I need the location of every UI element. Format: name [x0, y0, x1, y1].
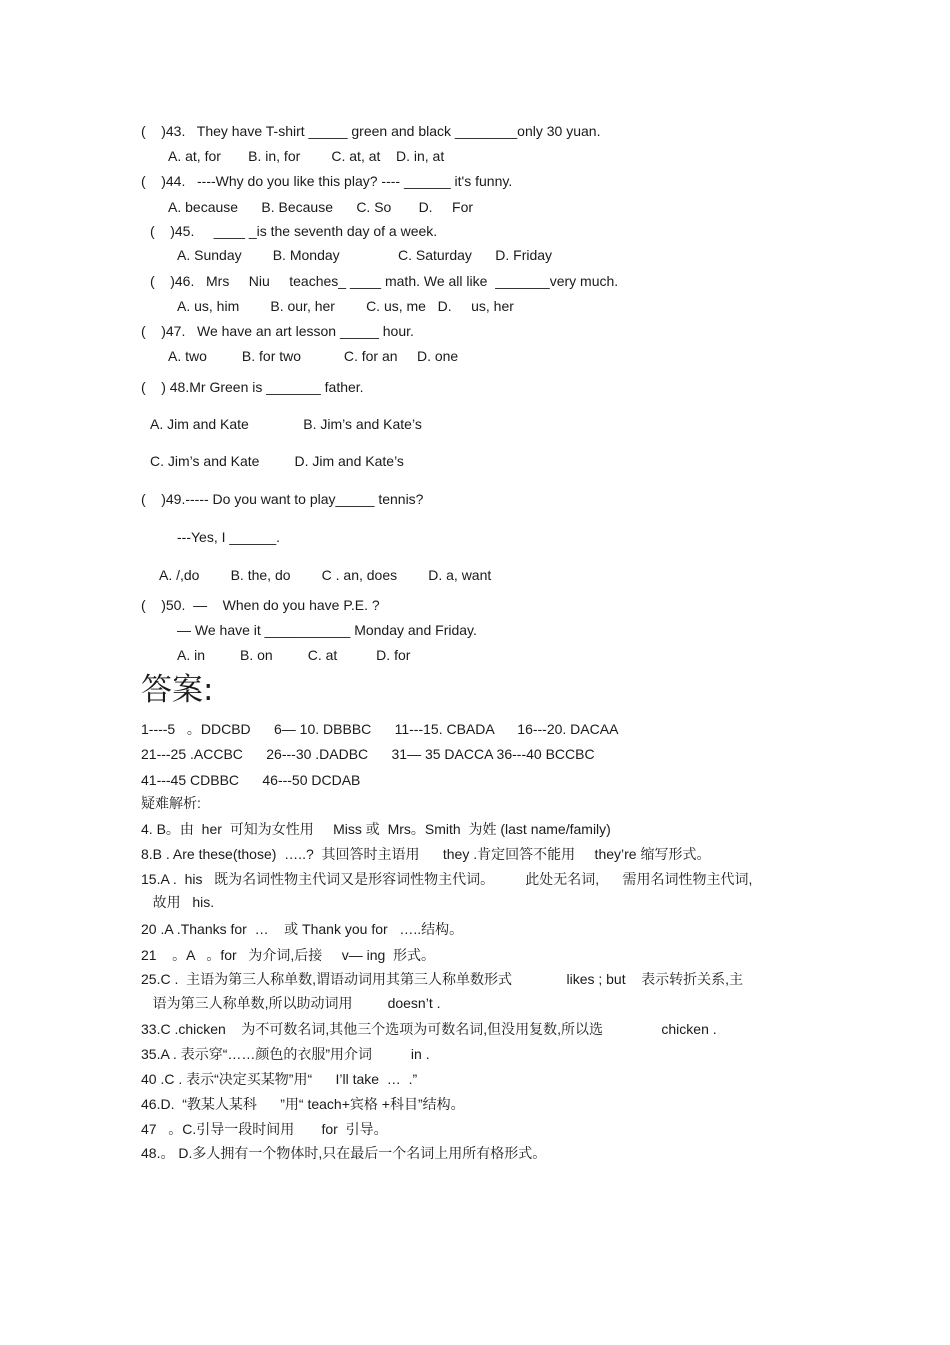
analysis-item: 46.D. “教某人某科 ”用“ teach+宾格 +科目”结构。	[141, 1096, 465, 1112]
answers-line-1: 1----5 。DDCBD 6— 10. DBBBC 11---15. CBADA 16---20. DACAA	[141, 721, 619, 737]
question-43-options: A. at, for B. in, for C. at, at D. in, at	[168, 148, 445, 164]
question-45-stem: ( )45. ____ _is the seventh day of a week.	[150, 223, 438, 239]
analysis-item: 4. B。由 her 可知为女性用 Miss 或 Mrs。Smith 为姓 (last name/family)	[141, 821, 611, 837]
question-48-options-cd: C. Jim’s and Kate D. Jim and Kate’s	[150, 453, 404, 469]
analysis-item: 35.A . 表示穿“……颜色的衣服”用介词 in .	[141, 1046, 430, 1062]
question-43-stem: ( )43. They have T-shirt _____ green and black ________only 30 yuan.	[141, 123, 601, 139]
question-44-options: A. because B. Because C. So D. For	[168, 199, 474, 215]
question-44-stem: ( )44. ----Why do you like this play? ---- ______ it's funny.	[141, 173, 513, 189]
question-50-stem: ( )50. — When do you have P.E. ?	[141, 597, 380, 613]
analysis-item-continued: 故用 his.	[141, 894, 215, 910]
question-47-stem: ( )47. We have an art lesson _____ hour.	[141, 323, 414, 339]
answers-line-2: 21---25 .ACCBC 26---30 .DADBC 31— 35 DACCA 36---40 BCCBC	[141, 746, 595, 762]
analysis-item: 40 .C . 表示“决定买某物”用“ I’ll take … .”	[141, 1071, 418, 1087]
question-50-reply: — We have it ___________ Monday and Friday.	[177, 622, 477, 638]
analysis-item: 8.B . Are these(those) …..? 其回答时主语用 they .肯定回答不能用 they’re 缩写形式。	[141, 846, 711, 862]
question-48-options-ab: A. Jim and Kate B. Jim’s and Kate’s	[150, 416, 422, 432]
question-49-reply: ---Yes, I ______.	[177, 529, 280, 545]
question-49-stem: ( )49.----- Do you want to play_____ tennis?	[141, 491, 424, 507]
analysis-item: 21 。A 。for 为介词,后接 v— ing 形式。	[141, 947, 436, 963]
question-50-options: A. in B. on C. at D. for	[177, 647, 411, 663]
analysis-item: 25.C . 主语为第三人称单数,谓语动词用其第三人称单数形式 likes ; but 表示转折关系,主	[141, 971, 744, 987]
question-47-options: A. two B. for two C. for an D. one	[168, 348, 459, 364]
analysis-item-continued: 语为第三人称单数,所以助动词用 doesn’t .	[141, 995, 441, 1011]
question-49-options: A. /,do B. the, do C . an, does D. a, want	[159, 567, 492, 583]
question-48-stem: ( ) 48.Mr Green is _______ father.	[141, 379, 364, 395]
answers-line-3: 41---45 CDBBC 46---50 DCDAB	[141, 772, 361, 788]
analysis-item: 33.C .chicken 为不可数名词,其他三个选项为可数名词,但没用复数,所以选 chicken .	[141, 1021, 717, 1037]
analysis-item: 47 。C.引导一段时间用 for 引导。	[141, 1121, 388, 1137]
analysis-item: 15.A . his 既为名词性物主代词又是形容词性物主代词。 此处无名词, 需用名词性物主代词,	[141, 871, 753, 887]
question-45-options: A. Sunday B. Monday C. Saturday D. Friday	[177, 247, 553, 263]
answers-heading: 答案:	[141, 672, 214, 708]
analysis-label: 疑难解析:	[141, 795, 201, 811]
analysis-item: 48.。 D.多人拥有一个物体时,只在最后一个名词上用所有格形式。	[141, 1145, 547, 1161]
analysis-item: 20 .A .Thanks for … 或 Thank you for …..结构。	[141, 921, 464, 937]
question-46-options: A. us, him B. our, her C. us, me D. us, her	[177, 298, 514, 314]
question-46-stem: ( )46. Mrs Niu teaches_ ____ math. We all like _______very much.	[150, 273, 619, 289]
